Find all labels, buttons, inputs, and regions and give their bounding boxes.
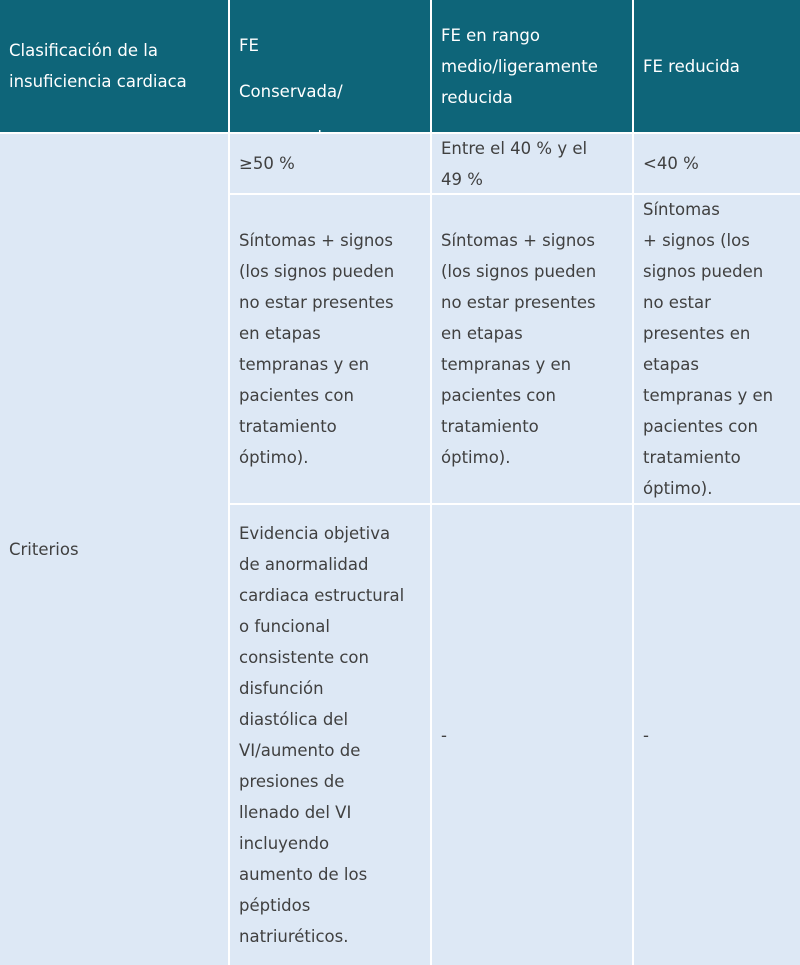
header-classification-text: Clasificación de la insuficiencia cardiaca	[9, 41, 187, 91]
cell-r3-c3-text: -	[643, 725, 649, 745]
row-label-criterios	[0, 134, 228, 965]
cell-r3-c1-text: Evidencia objetiva de anormalidad cardiaca estructural o funcional consistente con disfunción diastólica del VI/aumento de presiones de llenado del VI incluyendo aumento de los péptidos natriuréticos.	[239, 524, 405, 946]
cell-r2-c3-text: Síntomas + signos (los signos pueden no estar presentes en etapas tempranas y en pacientes con tratamiento óptimo).	[643, 200, 774, 498]
cell-r1-c3-text: <40 %	[643, 154, 699, 173]
header-fe-rango-medio-text: FE en rango medio/ligeramente reducida	[441, 25, 598, 107]
cell-r1-c2-text: Entre el 40 % y el 49 %	[441, 138, 588, 189]
header-fe-conservada-text: FE Conservada/	[239, 36, 343, 101]
cell-r2-c3	[634, 195, 800, 503]
cell-r1-c1	[230, 134, 430, 193]
header-fe-reducida-text: FE reducida	[643, 56, 740, 76]
cell-r3-c2-text: -	[441, 725, 447, 745]
cell-r2-c1-text: Síntomas + signos (los signos pueden no estar presentes en etapas tempranas y en pacientes con tratamiento óptimo).	[239, 231, 395, 467]
cell-r2-c1	[230, 195, 430, 503]
cell-r1-c2	[432, 134, 632, 193]
cell-r2-c2-text: Síntomas + signos (los signos pueden no estar presentes en etapas tempranas y en pacientes con tratamiento óptimo).	[441, 231, 597, 467]
header-classification	[0, 0, 228, 132]
header-fe-rango-medio	[432, 0, 632, 132]
row-label-criterios-text: Criterios	[9, 540, 79, 559]
cell-r2-c2	[432, 195, 632, 503]
cell-r1-c1-text: ≥50 %	[239, 154, 295, 173]
cell-r3-c1	[230, 505, 430, 965]
header-fe-conservada	[230, 0, 430, 132]
header-fe-reducida	[634, 0, 800, 132]
cell-r3-c3	[634, 505, 800, 965]
cell-r3-c2	[432, 505, 632, 965]
cell-r1-c3	[634, 134, 800, 193]
